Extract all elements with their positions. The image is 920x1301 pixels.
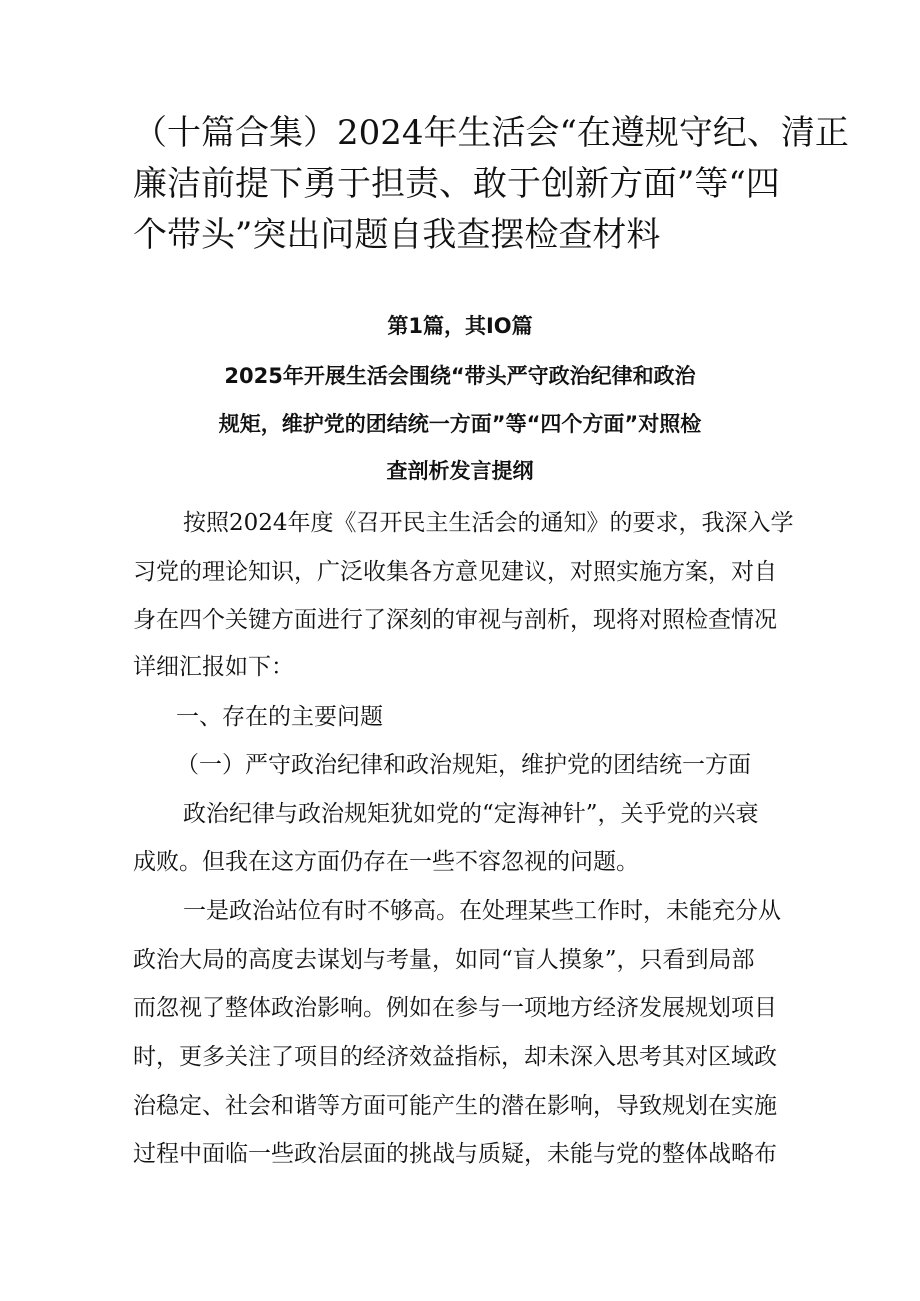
body-paragraph-line: 一是政治站位有时不够高。在处理某些工作时，未能充分从 bbox=[183, 898, 781, 924]
title-line: 廉洁前提下勇于担责、敢于创新方面”等“四 bbox=[133, 164, 780, 204]
body-paragraph-line: 过程中面临一些政治层面的挑战与质疑，未能与党的整体战略布 bbox=[133, 1141, 777, 1167]
intro-paragraph-line: 详细汇报如下： bbox=[133, 654, 294, 680]
body-paragraph-line: 成败。但我在这方面仍存在一些不容忽视的问题。 bbox=[133, 849, 639, 875]
title-line: 个带头”突出问题自我查摆检查材料 bbox=[133, 215, 661, 255]
body-paragraph-line: 治稳定、社会和谐等方面可能产生的潜在影响，导致规划在实施 bbox=[133, 1093, 777, 1119]
title-line: （十篇合集）2024年生活会“在遵规守纪、清正 bbox=[133, 113, 849, 153]
body-paragraph-line: 政治纪律与政治规矩犹如党的“定海神针”，关乎党的兴衰 bbox=[183, 801, 759, 827]
intro-paragraph-line: 按照2024年度《召开民主生活会的通知》的要求，我深入学 bbox=[183, 510, 794, 536]
body-paragraph-line: 时，更多关注了项目的经济效益指标，却未深入思考其对区域政 bbox=[133, 1044, 777, 1070]
part-label: 第1篇，其IO篇 bbox=[387, 314, 533, 338]
subtitle-line: 查剖析发言提纲 bbox=[386, 459, 534, 483]
intro-paragraph-line: 习党的理论知识，广泛收集各方意见建议，对照实施方案，对自 bbox=[133, 559, 777, 585]
subtitle-line: 规矩，维护党的团结统一方面”等“四个方面”对照检 bbox=[218, 412, 702, 436]
intro-paragraph-line: 身在四个关键方面进行了深刻的审视与剖析，现将对照检查情况 bbox=[133, 607, 777, 633]
subsection-heading: （一）严守政治纪律和政治规矩，维护党的团结统一方面 bbox=[176, 752, 751, 778]
body-paragraph-line: 而忽视了整体政治影响。例如在参与一项地方经济发展规划项目 bbox=[133, 995, 777, 1021]
document-title bbox=[133, 108, 849, 261]
section-heading: 一、存在的主要问题 bbox=[176, 704, 383, 730]
body-paragraph-line: 政治大局的高度去谋划与考量，如同“盲人摸象”，只看到局部 bbox=[133, 947, 755, 973]
subtitle-line: 2025年开展生活会围绕“带头严守政治纪律和政治 bbox=[224, 364, 696, 388]
